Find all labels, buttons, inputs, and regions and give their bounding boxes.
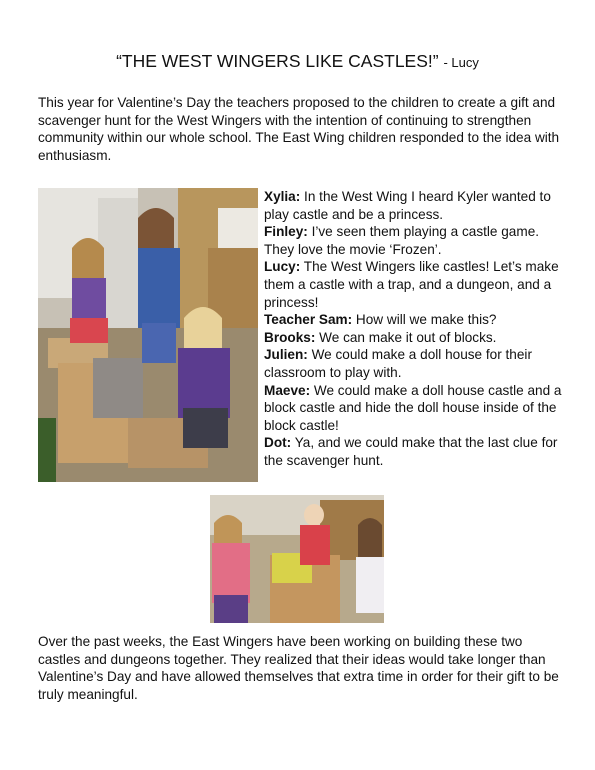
photo-illustration bbox=[38, 188, 258, 482]
speaker-text: We can make it out of blocks. bbox=[315, 329, 497, 345]
children-dollhouse-photo bbox=[210, 495, 384, 623]
speaker-name: Lucy: bbox=[264, 259, 301, 275]
dialogue-line bbox=[264, 434, 564, 469]
dialogue-line bbox=[264, 258, 564, 311]
speaker-text: We could make a doll house for their classroom to play with. bbox=[264, 347, 532, 380]
speaker-name: Maeve: bbox=[264, 382, 311, 398]
page-title bbox=[0, 50, 595, 74]
dialogue-line bbox=[264, 188, 564, 223]
speaker-text: How will we make this? bbox=[352, 312, 497, 328]
speaker-name: Xylia: bbox=[264, 189, 301, 204]
speaker-name: Finley: bbox=[264, 224, 308, 240]
speaker-text: In the West Wing I heard Kyler wanted to play castle and be a princess. bbox=[264, 189, 551, 222]
speaker-name: Dot: bbox=[264, 435, 292, 451]
speaker-name: Brooks: bbox=[264, 329, 316, 345]
speaker-text: Ya, and we could make that the last clue for the scavenger hunt. bbox=[264, 435, 558, 468]
dialogue-transcript bbox=[264, 188, 564, 470]
dialogue-line bbox=[264, 346, 564, 381]
title-text: “THE WEST WINGERS LIKE CASTLES!” bbox=[116, 51, 439, 71]
speaker-text: We could make a doll house castle and a block castle and hide the doll house inside of the block castle! bbox=[264, 382, 562, 433]
children-block-castle-photo bbox=[38, 188, 258, 482]
speaker-text: I’ve seen them playing a castle game. They love the movie ‘Frozen’. bbox=[264, 224, 540, 257]
speaker-text: The West Wingers like castles! Let’s make them a castle with a trap, and a dungeon, and a princess! bbox=[264, 259, 559, 310]
speaker-name: Julien: bbox=[264, 347, 308, 363]
title-attribution: - Lucy bbox=[443, 55, 479, 70]
dialogue-line bbox=[264, 311, 564, 329]
dialogue-line bbox=[264, 223, 564, 258]
dialogue-line bbox=[264, 329, 564, 347]
dialogue-line bbox=[264, 382, 564, 435]
photo-illustration bbox=[210, 495, 384, 623]
intro-paragraph: This year for Valentine’s Day the teachers proposed to the children to create a gift and scavenger hunt for the West Wingers with the intention of continuing to strengthen community within our whole school. The East Wing children responded to the idea with enthusiasm. bbox=[38, 95, 560, 163]
speaker-name: Teacher Sam: bbox=[264, 312, 353, 328]
closing-paragraph: Over the past weeks, the East Wingers have been working on building these two castles and dungeons together. They realized that their ideas would take longer than Valentine’s Day and have allowed themselves that extra time in order for their gift to be truly meaningful. bbox=[38, 634, 559, 702]
